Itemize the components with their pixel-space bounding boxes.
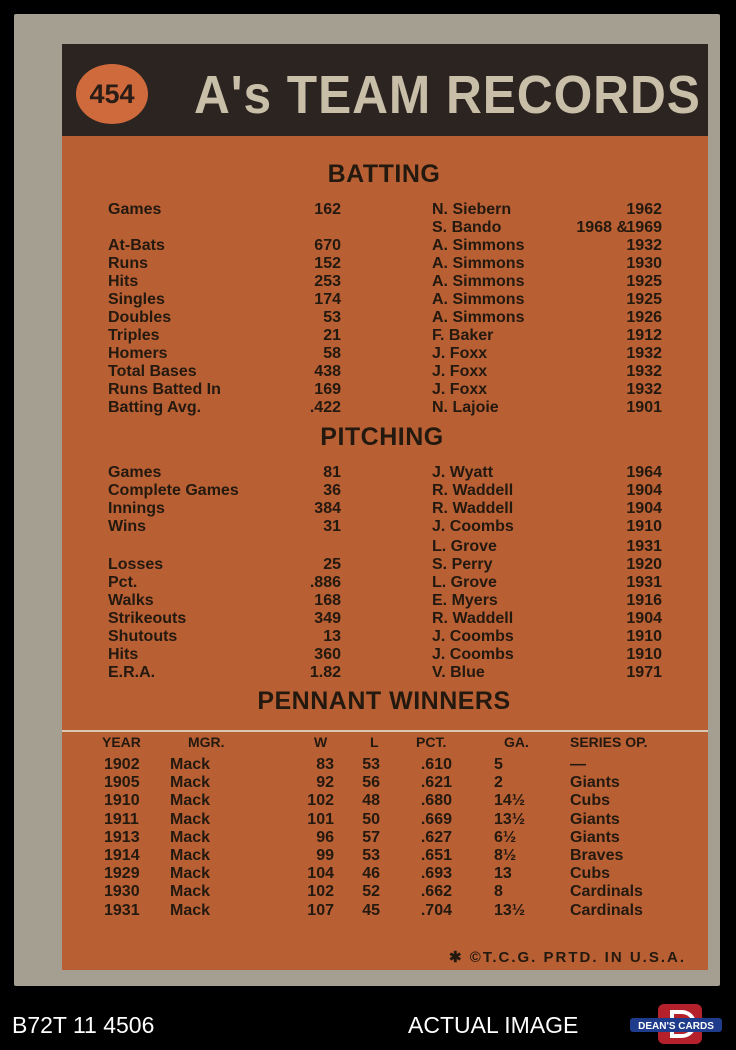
record-year: 1971 bbox=[626, 664, 662, 681]
pennant-series-opponent: Cardinals bbox=[570, 883, 643, 901]
pitching-row bbox=[62, 664, 708, 682]
batting-row bbox=[62, 255, 708, 273]
pennant-losses: 45 bbox=[362, 901, 380, 919]
record-year: 1930 bbox=[626, 255, 662, 272]
actual-image-label: ACTUAL IMAGE bbox=[408, 1012, 579, 1038]
record-year: 1932 bbox=[626, 237, 662, 254]
pennant-pct: .610 bbox=[420, 756, 452, 773]
pennant-losses: 50 bbox=[362, 810, 380, 828]
pennant-row bbox=[62, 829, 708, 847]
record-holder: R. Waddell bbox=[432, 610, 514, 627]
pennant-row bbox=[62, 865, 708, 883]
record-year: 1910 bbox=[626, 628, 662, 645]
record-year: 1962 bbox=[626, 201, 662, 218]
record-category: At-Bats bbox=[108, 237, 165, 254]
pennant-manager: Mack bbox=[170, 792, 211, 810]
header-year: YEAR bbox=[102, 734, 141, 750]
batting-row bbox=[62, 291, 708, 309]
batting-row bbox=[62, 381, 708, 399]
record-value: .886 bbox=[309, 574, 341, 591]
pennant-wins: 99 bbox=[316, 847, 334, 864]
record-year: 1910 bbox=[626, 646, 662, 663]
record-holder: A. Simmons bbox=[432, 273, 525, 290]
logo-text: DEAN'S CARDS bbox=[638, 1021, 714, 1032]
record-year: 1901 bbox=[626, 399, 662, 416]
record-holder: R. Waddell bbox=[432, 482, 514, 499]
card-number-badge: 454 bbox=[76, 64, 148, 124]
pitching-row bbox=[62, 538, 708, 556]
record-holder: A. Simmons bbox=[432, 237, 525, 254]
pennant-ga: 8 bbox=[494, 883, 503, 901]
deans-cards-logo bbox=[628, 1002, 724, 1046]
record-category: Strikeouts bbox=[108, 610, 187, 627]
batting-row bbox=[62, 363, 708, 381]
pennant-wins: 107 bbox=[307, 901, 334, 919]
record-value: 349 bbox=[314, 610, 341, 627]
pennant-wins: 96 bbox=[316, 828, 334, 846]
pitching-row bbox=[62, 610, 708, 628]
pennant-wins: 83 bbox=[316, 756, 334, 773]
record-holder: R. Waddell bbox=[432, 500, 514, 517]
pennant-manager: Mack bbox=[170, 865, 211, 883]
pennant-losses: 52 bbox=[362, 883, 380, 901]
batting-row bbox=[62, 345, 708, 363]
record-category: Walks bbox=[108, 592, 154, 609]
record-category: Total Bases bbox=[108, 363, 197, 380]
pennant-manager: Mack bbox=[170, 810, 211, 828]
pennant-year: 1914 bbox=[104, 847, 140, 864]
pitching-heading: PITCHING bbox=[320, 423, 444, 451]
record-category: Hits bbox=[108, 646, 139, 663]
record-year-extra: 1968 & bbox=[576, 219, 628, 236]
record-value: 36 bbox=[323, 482, 341, 499]
pennant-header-row bbox=[62, 734, 708, 750]
pennant-manager: Mack bbox=[170, 847, 211, 864]
record-year: 1932 bbox=[626, 381, 662, 398]
record-category: Triples bbox=[108, 327, 160, 344]
pennant-row bbox=[62, 774, 708, 792]
record-year: 1904 bbox=[626, 610, 662, 627]
record-holder: L. Grove bbox=[432, 574, 497, 591]
pennant-pct: .621 bbox=[420, 774, 452, 792]
record-value: 162 bbox=[314, 201, 341, 218]
record-value: 169 bbox=[314, 381, 341, 398]
record-value: 58 bbox=[323, 345, 341, 362]
record-year: 1925 bbox=[626, 291, 662, 308]
pennant-ga: 8½ bbox=[494, 847, 517, 864]
pitching-row bbox=[62, 646, 708, 664]
pennant-year: 1910 bbox=[104, 792, 140, 810]
batting-row bbox=[62, 219, 708, 237]
pennant-losses: 57 bbox=[362, 828, 380, 846]
record-year: 1932 bbox=[626, 363, 662, 380]
pitching-row bbox=[62, 464, 708, 482]
pennant-series-opponent: Cubs bbox=[570, 792, 610, 810]
record-holder: V. Blue bbox=[432, 664, 485, 681]
record-value: 31 bbox=[323, 518, 341, 535]
pennant-divider bbox=[62, 730, 708, 732]
pennant-series-opponent: Cardinals bbox=[570, 901, 643, 919]
record-value: 13 bbox=[323, 628, 341, 645]
record-year: 1904 bbox=[626, 500, 662, 517]
record-holder: J. Coombs bbox=[432, 628, 514, 645]
record-category: Hits bbox=[108, 273, 139, 290]
pennant-series-opponent: Giants bbox=[570, 774, 620, 792]
record-category: Complete Games bbox=[108, 482, 239, 499]
pennant-year: 1913 bbox=[104, 828, 140, 846]
pennant-wins: 101 bbox=[307, 810, 334, 828]
pennant-ga: 6½ bbox=[494, 828, 517, 846]
card-title: A's TEAM RECORDS bbox=[194, 65, 701, 125]
record-category: Runs bbox=[108, 255, 148, 272]
record-holder: N. Siebern bbox=[432, 201, 512, 218]
record-value: 670 bbox=[314, 237, 341, 254]
record-category: Doubles bbox=[108, 309, 172, 326]
pennant-year: 1905 bbox=[104, 774, 140, 792]
printed-notice: ✱ ©T.C.G. PRTD. IN U.S.A. bbox=[449, 949, 686, 966]
record-holder: A. Simmons bbox=[432, 309, 525, 326]
pennant-losses: 53 bbox=[362, 756, 380, 773]
record-value: 25 bbox=[323, 556, 341, 573]
record-holder: J. Wyatt bbox=[432, 464, 494, 481]
record-value: .422 bbox=[309, 399, 341, 416]
pennant-series-opponent: Braves bbox=[570, 847, 624, 864]
pennant-year: 1931 bbox=[104, 901, 140, 919]
pennant-wins: 102 bbox=[307, 792, 334, 810]
record-value: 438 bbox=[314, 363, 341, 380]
pitching-row bbox=[62, 556, 708, 574]
record-holder: A. Simmons bbox=[432, 255, 525, 272]
pennant-manager: Mack bbox=[170, 756, 211, 773]
record-value: 384 bbox=[314, 500, 341, 517]
pennant-wins: 92 bbox=[316, 774, 334, 792]
pitching-row bbox=[62, 592, 708, 610]
batting-row bbox=[62, 327, 708, 345]
record-year: 1964 bbox=[626, 464, 662, 481]
record-category: Shutouts bbox=[108, 628, 178, 645]
header-series: SERIES OP. bbox=[570, 734, 648, 750]
record-category: E.R.A. bbox=[108, 664, 156, 681]
header-pct: PCT. bbox=[416, 734, 447, 750]
pennant-row bbox=[62, 792, 708, 810]
pennant-year: 1902 bbox=[104, 756, 140, 773]
record-year: 1931 bbox=[626, 574, 662, 591]
record-category: Homers bbox=[108, 345, 168, 362]
record-value: 253 bbox=[314, 273, 341, 290]
pennant-losses: 53 bbox=[362, 847, 380, 864]
record-category: Runs Batted In bbox=[108, 381, 221, 398]
record-value: 21 bbox=[323, 327, 341, 344]
pennant-pct: .662 bbox=[420, 883, 452, 901]
pennant-heading: PENNANT WINNERS bbox=[257, 687, 511, 715]
pitching-row bbox=[62, 628, 708, 646]
pennant-series-opponent: Cubs bbox=[570, 865, 610, 883]
pennant-manager: Mack bbox=[170, 883, 211, 901]
pennant-year: 1911 bbox=[104, 810, 139, 828]
record-value: 81 bbox=[323, 464, 341, 481]
pennant-ga: 5 bbox=[494, 756, 503, 773]
record-year: 1910 bbox=[626, 518, 662, 535]
pennant-series-opponent: Giants bbox=[570, 828, 620, 846]
record-value: 152 bbox=[314, 255, 341, 272]
pennant-ga: 14½ bbox=[494, 792, 526, 810]
batting-heading: BATTING bbox=[327, 160, 441, 188]
pennant-manager: Mack bbox=[170, 774, 211, 792]
record-value: 174 bbox=[314, 291, 341, 308]
record-year: 1926 bbox=[626, 309, 662, 326]
record-holder: F. Baker bbox=[432, 327, 494, 344]
pitching-row bbox=[62, 482, 708, 500]
record-category: Losses bbox=[108, 556, 164, 573]
record-category: Pct. bbox=[108, 574, 138, 591]
record-year: 1932 bbox=[626, 345, 662, 362]
record-year: 1916 bbox=[626, 592, 662, 609]
pennant-pct: .704 bbox=[420, 901, 452, 919]
pennant-manager: Mack bbox=[170, 828, 211, 846]
pennant-series-opponent: — bbox=[570, 756, 586, 773]
record-holder: J. Coombs bbox=[432, 646, 514, 663]
pennant-year: 1929 bbox=[104, 865, 140, 883]
record-category: Games bbox=[108, 201, 162, 218]
record-holder: S. Bando bbox=[432, 219, 502, 236]
batting-row bbox=[62, 201, 708, 219]
record-category: Wins bbox=[108, 518, 147, 535]
record-value: 53 bbox=[323, 309, 341, 326]
record-category: Games bbox=[108, 464, 162, 481]
record-category: Singles bbox=[108, 291, 165, 308]
record-holder: J. Foxx bbox=[432, 363, 488, 380]
record-category: Innings bbox=[108, 500, 165, 517]
record-holder: J. Foxx bbox=[432, 381, 488, 398]
record-holder: L. Grove bbox=[432, 538, 497, 555]
pennant-pct: .627 bbox=[420, 828, 452, 846]
pennant-pct: .680 bbox=[420, 792, 452, 810]
pennant-manager: Mack bbox=[170, 901, 211, 919]
pennant-ga: 13 bbox=[494, 865, 512, 883]
record-year: 1925 bbox=[626, 273, 662, 290]
batting-row bbox=[62, 273, 708, 291]
record-year: 1920 bbox=[626, 556, 662, 573]
record-year: 1969 bbox=[626, 219, 662, 236]
record-year: 1904 bbox=[626, 482, 662, 499]
pennant-pct: .693 bbox=[420, 865, 452, 883]
pennant-row bbox=[62, 811, 708, 829]
inventory-code: B72T 11 4506 bbox=[12, 1012, 155, 1038]
pennant-row bbox=[62, 756, 708, 774]
header-l: L bbox=[370, 734, 379, 750]
pennant-wins: 104 bbox=[307, 865, 334, 883]
record-holder: S. Perry bbox=[432, 556, 493, 573]
pennant-ga: 13½ bbox=[494, 810, 526, 828]
pennant-pct: .669 bbox=[420, 810, 452, 828]
record-year: 1931 bbox=[626, 538, 662, 555]
header-w: W bbox=[314, 734, 328, 750]
pitching-row bbox=[62, 500, 708, 518]
record-holder: N. Lajoie bbox=[432, 399, 499, 416]
record-holder: J. Coombs bbox=[432, 518, 514, 535]
pennant-year: 1930 bbox=[104, 883, 140, 901]
record-value: 360 bbox=[314, 646, 341, 663]
pennant-losses: 56 bbox=[362, 774, 380, 792]
record-holder: J. Foxx bbox=[432, 345, 488, 362]
records-panel bbox=[62, 136, 708, 970]
pennant-row bbox=[62, 847, 708, 865]
header-mgr: MGR. bbox=[188, 734, 225, 750]
pennant-losses: 48 bbox=[362, 792, 380, 810]
pennant-row bbox=[62, 883, 708, 901]
header-ga: GA. bbox=[504, 734, 529, 750]
record-value: 1.82 bbox=[309, 664, 341, 681]
pennant-pct: .651 bbox=[420, 847, 452, 864]
pennant-ga: 2 bbox=[494, 774, 503, 792]
pennant-losses: 46 bbox=[362, 865, 380, 883]
pennant-ga: 13½ bbox=[494, 901, 526, 919]
record-category: Batting Avg. bbox=[108, 399, 202, 416]
record-holder: A. Simmons bbox=[432, 291, 525, 308]
record-year: 1912 bbox=[626, 327, 662, 344]
record-value: 168 bbox=[314, 592, 341, 609]
batting-row bbox=[62, 237, 708, 255]
record-holder: E. Myers bbox=[432, 592, 498, 609]
pennant-wins: 102 bbox=[307, 883, 334, 901]
pitching-row bbox=[62, 574, 708, 592]
batting-row bbox=[62, 399, 708, 417]
batting-row bbox=[62, 309, 708, 327]
pennant-series-opponent: Giants bbox=[570, 810, 620, 828]
pennant-row bbox=[62, 902, 708, 920]
pitching-row bbox=[62, 518, 708, 536]
